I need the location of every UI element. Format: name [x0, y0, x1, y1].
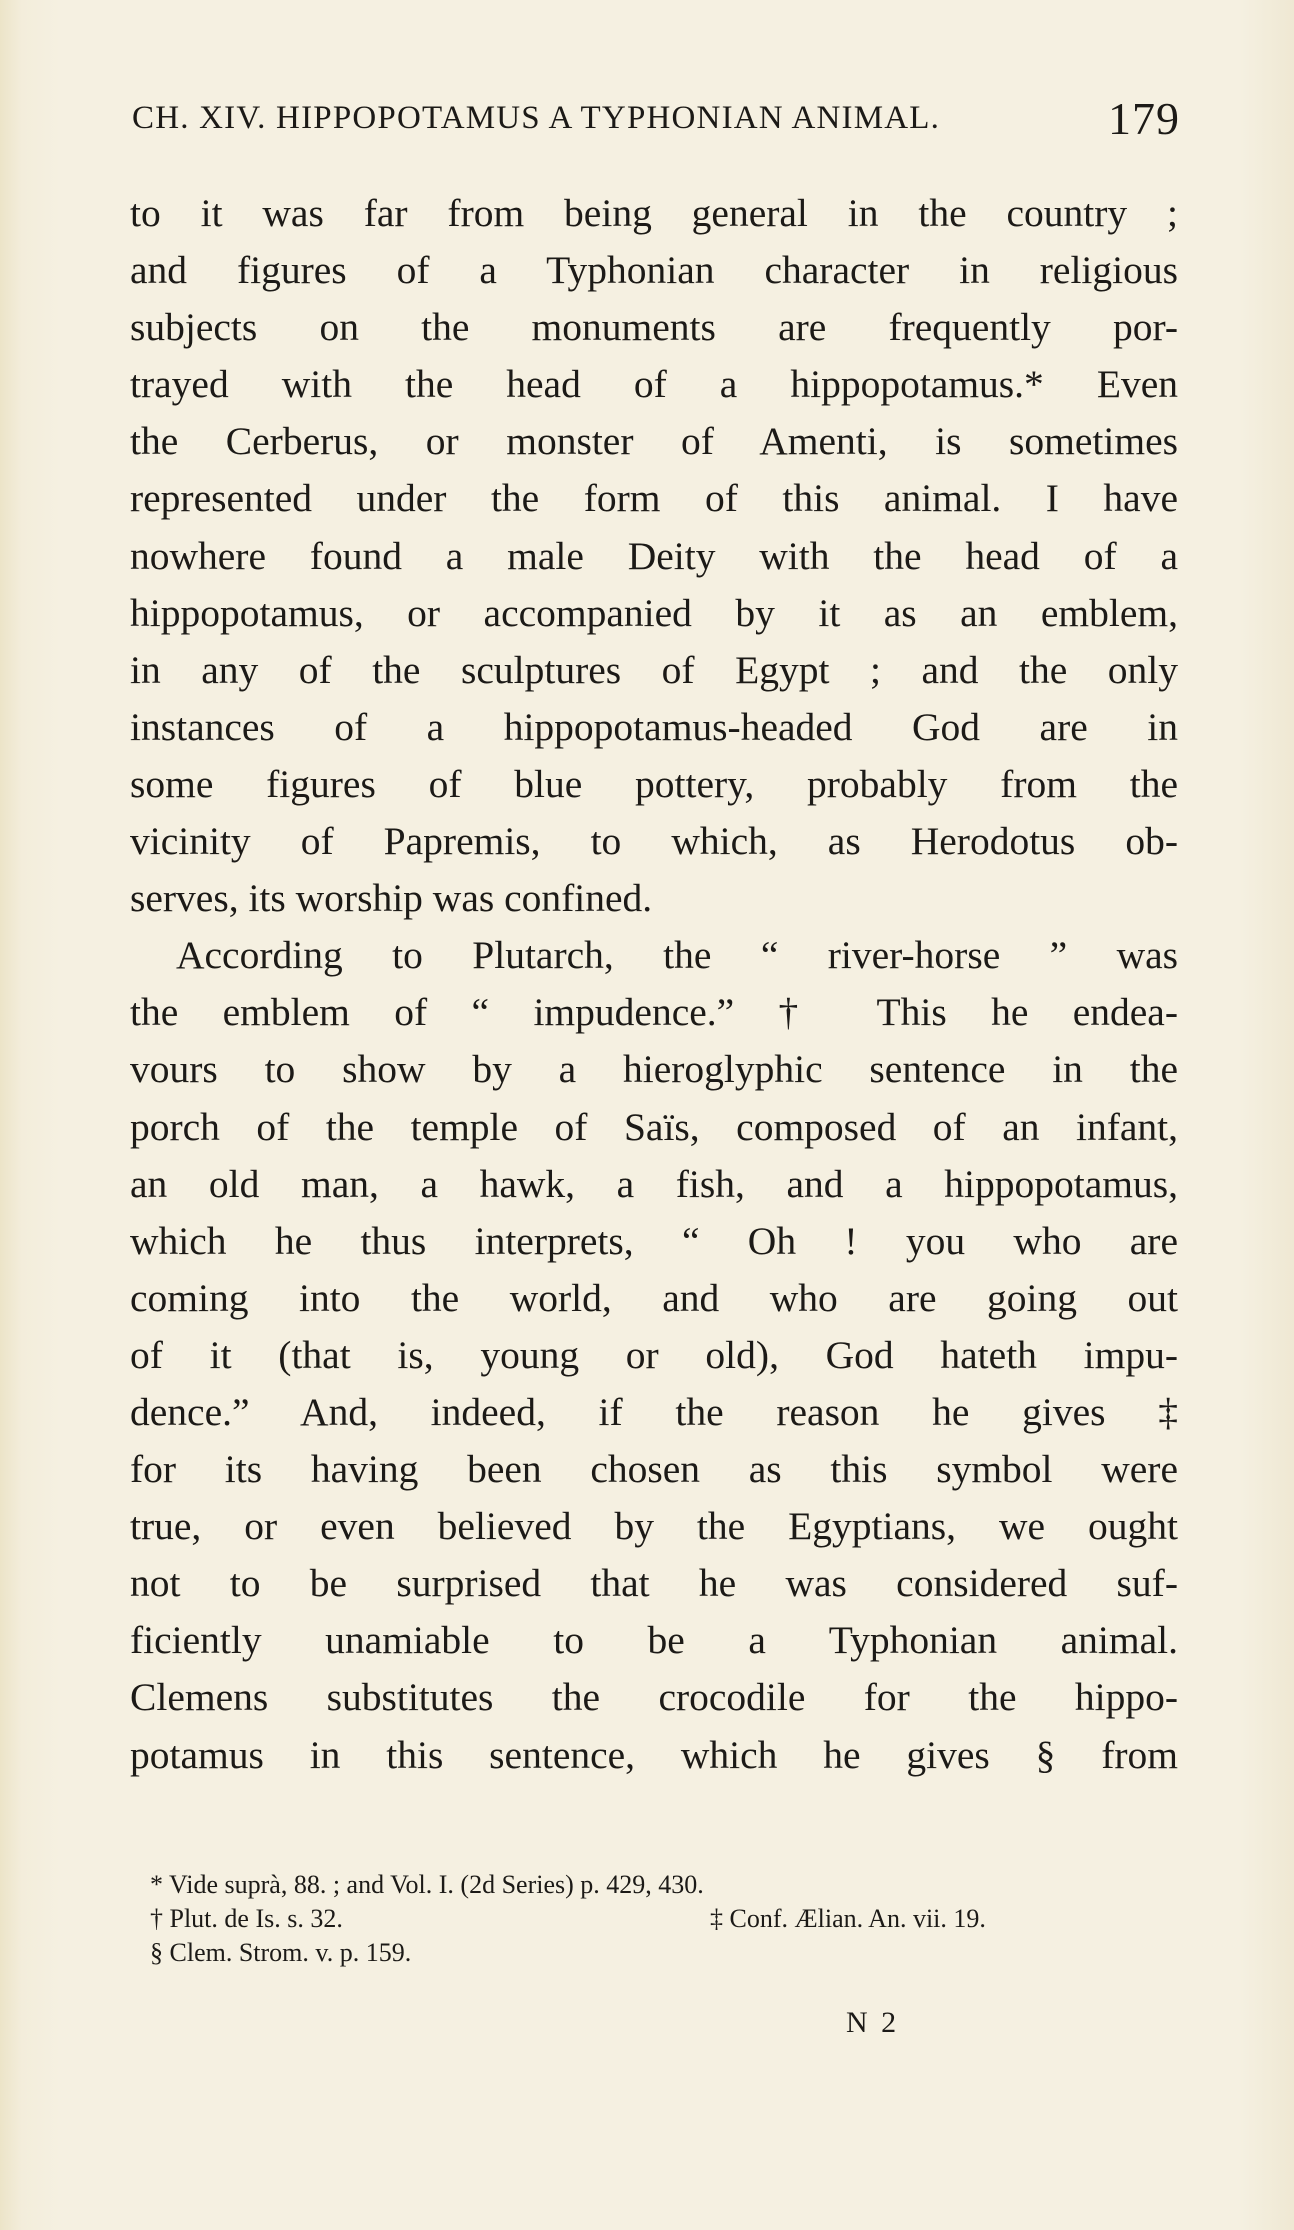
page-number: 179 [1108, 93, 1180, 144]
text-line: potamus in this sentence, which he gives § from [130, 1732, 1178, 1777]
text-line-paragraph-start: According to Plutarch, the “ river-horse ” was [176, 933, 1178, 978]
text-line: for its having been chosen as this symbol were [130, 1447, 1178, 1492]
text-line: Clemens substitutes the crocodile for the hippo- [130, 1675, 1178, 1720]
text-line: to it was far from being general in the country ; [130, 191, 1178, 235]
text-line: and figures of a Typhonian character in religious [130, 248, 1178, 293]
text-line: vours to show by a hieroglyphic sentence in the [130, 1047, 1178, 1092]
footnotes [150, 1868, 1050, 1970]
text-line: vicinity of Papremis, to which, as Herodotus ob- [130, 819, 1178, 864]
text-line: dence.” And, indeed, if the reason he gives ‡ [130, 1389, 1178, 1434]
running-head: CH. XIV. HIPPOPOTAMUS A TYPHONIAN ANIMAL. [132, 100, 941, 136]
footnote-dagger: † Plut. de Is. s. 32. [150, 1904, 343, 1933]
text-line: subjects on the monuments are frequently por- [130, 305, 1178, 350]
footnote-row [150, 1902, 1050, 1936]
text-line: hippopotamus, or accompanied by it as an emblem, [130, 590, 1178, 635]
text-line: serves, its worship was confined. [130, 876, 653, 921]
text-line: coming into the world, and who are going out [130, 1275, 1178, 1320]
text-line: porch of the temple of Saïs, composed of an infant, [130, 1104, 1178, 1149]
text-line: represented under the form of this animal. I have [130, 476, 1178, 521]
text-line: ficiently unamiable to be a Typhonian animal. [130, 1618, 1178, 1663]
text-line: instances of a hippopotamus-headed God are in [130, 704, 1178, 749]
footnote-star: * Vide suprà, 88. ; and Vol. I. (2d Series) p. 429, 430. [150, 1870, 704, 1899]
footnote-section: § Clem. Strom. v. p. 159. [150, 1938, 412, 1967]
body-text [130, 185, 1178, 1784]
footnote-double-dagger: ‡ Conf. Ælian. An. vii. 19. [710, 1904, 986, 1933]
text-line: an old man, a hawk, a fish, and a hippopotamus, [130, 1161, 1178, 1206]
text-line: trayed with the head of a hippopotamus.* Even [130, 362, 1178, 407]
text-line: some figures of blue pottery, probably from the [130, 761, 1178, 806]
text-line: not to be surprised that he was considered suf- [130, 1561, 1178, 1606]
signature-mark: N 2 [846, 2006, 900, 2039]
text-line: true, or even believed by the Egyptians, we ought [130, 1504, 1178, 1549]
text-line: which he thus interprets, “ Oh ! you who are [130, 1218, 1178, 1263]
page-header [132, 92, 1180, 148]
text-line: the emblem of “ impudence.” † This he endea- [130, 990, 1178, 1035]
text-line: nowhere found a male Deity with the head of a [130, 533, 1178, 578]
text-line: in any of the sculptures of Egypt ; and the only [130, 647, 1178, 692]
text-line: the Cerberus, or monster of Amenti, is sometimes [130, 419, 1178, 464]
text-line: of it (that is, young or old), God hateth impu- [130, 1332, 1178, 1377]
